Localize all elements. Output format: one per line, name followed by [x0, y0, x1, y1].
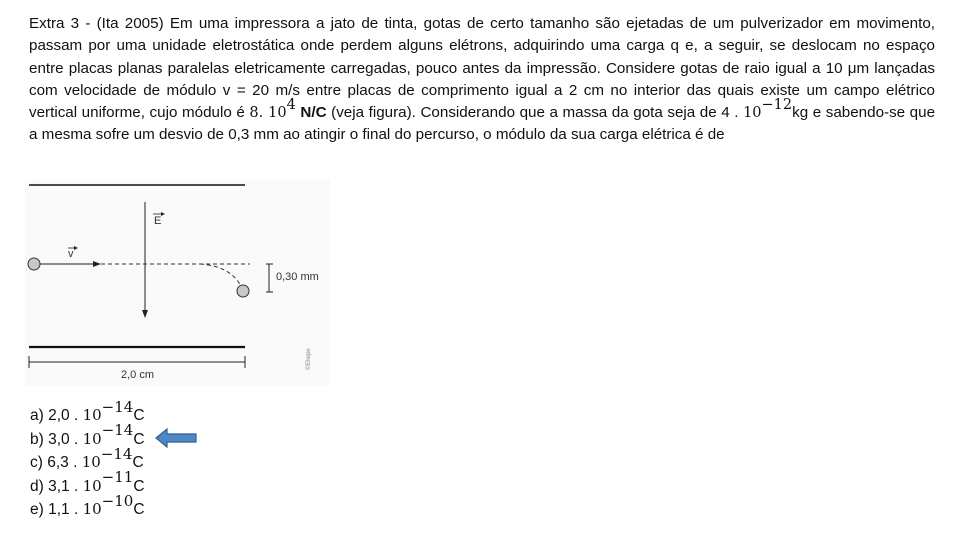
option-a-exponent: −14: [101, 397, 134, 416]
option-e-exponent: −10: [101, 491, 134, 510]
field-unit: N/C: [295, 104, 327, 122]
problem-text-3: (veja figura). Considerando que a massa da gota seja de 4 .: [326, 104, 744, 122]
option-d-unit: C: [133, 477, 145, 495]
option-d-base: 10: [82, 476, 102, 495]
option-c-prefix: c) 6,3 .: [30, 454, 82, 471]
figure-credit: ©Ehepe: [306, 348, 312, 370]
field-exponent: 4: [286, 97, 296, 114]
option-b-unit: C: [133, 430, 145, 448]
answer-options: [30, 397, 145, 522]
option-a-prefix: a) 2,0 .: [30, 407, 83, 424]
unit-micrometer: μm: [847, 59, 870, 77]
problem-statement: [29, 13, 935, 147]
field-label: E: [154, 215, 162, 227]
length-label: 2,0 cm: [121, 369, 155, 381]
option-e-unit: C: [133, 501, 145, 518]
option-c-exponent: −14: [100, 444, 133, 463]
mass-exponent: −12: [761, 97, 793, 114]
option-e-base: 10: [82, 500, 102, 518]
field-value: 8. 10: [249, 105, 287, 122]
option-d-prefix: d) 3,1 .: [30, 477, 83, 495]
problem-text-1: Extra 3 - (Ita 2005) Em uma impressora a jato de tinta, gotas de certo tamanho são ejetadas de um pulverizador em movimento, passam por uma unidade eletrostática onde perdem alguns elétrons, adquirindo uma carga q e, a seguir, se deslocam no espaço entre placas planas paralelas eletricamente carregadas, pouco antes da impressão. Considere gotas de raio igual a 10: [29, 15, 935, 77]
problem-text-4: kg e sabendo-se que a mesma sofre um desvio de 0,3 mm ao atingir o final do percurso, o módulo da sua carga elétrica é de: [29, 104, 936, 144]
deflection-label: 0,30 mm: [276, 271, 319, 283]
option-b-prefix: b) 3,0 .: [30, 430, 83, 448]
option-b-exponent: −14: [101, 421, 134, 440]
option-a-unit: C: [133, 407, 145, 424]
drop-deflected: [237, 285, 249, 297]
answer-pointer-arrow-icon: [155, 428, 197, 448]
option-c-base: 10: [81, 453, 101, 471]
option-a-base: 10: [82, 406, 102, 424]
option-b-base: 10: [82, 429, 102, 448]
drop-initial: [28, 258, 40, 270]
figure-background: [25, 180, 330, 386]
velocity-label: v: [68, 248, 74, 260]
mass-base: 10: [743, 105, 762, 122]
option-e[interactable]: [30, 491, 145, 522]
option-e-prefix: e) 1,1 .: [30, 501, 83, 518]
figure-drawing: [25, 180, 330, 386]
capacitor-figure: [25, 180, 330, 386]
option-c-unit: C: [132, 454, 144, 471]
option-d-exponent: −11: [101, 468, 134, 487]
problem-text-2: lançadas com velocidade de módulo v = 20 m/s entre placas de comprimento igual a 2 cm no interior das quais existe um campo elétrico vertical uniforme, cujo módulo é: [29, 59, 935, 122]
